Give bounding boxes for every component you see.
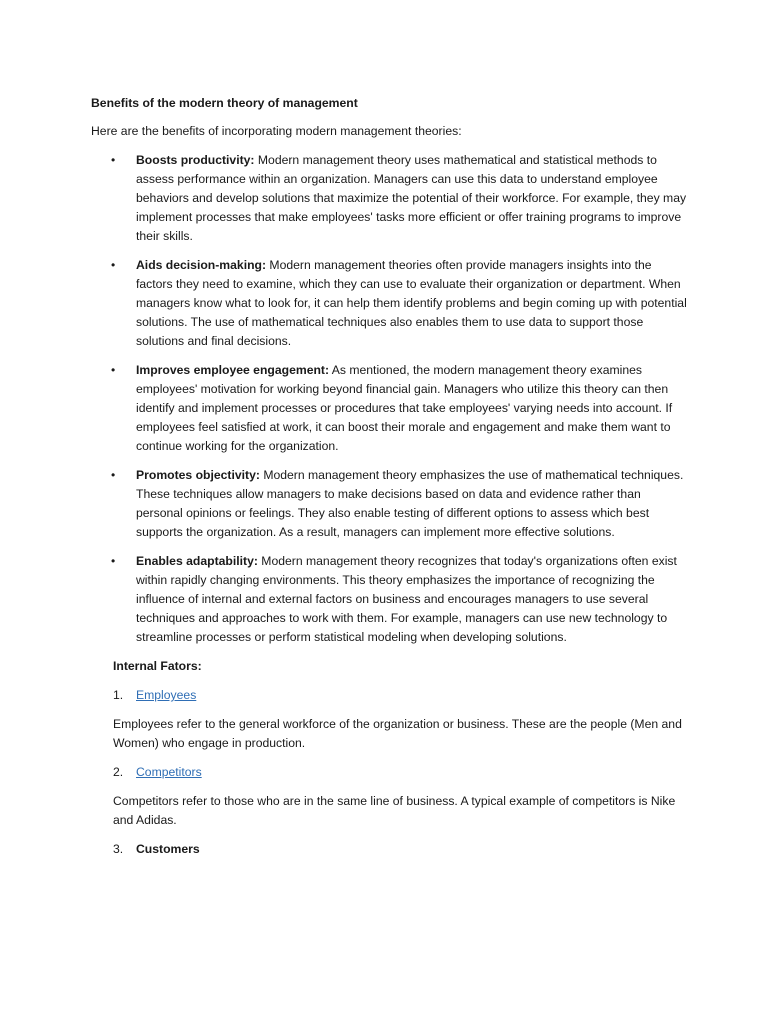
benefit-text: Modern management theory emphasizes the use of mathematical techniques. These techniques allow managers to make decisions based on data and evidence rather than personal opinions or feelings. They also enable testing of different options to assess which best supports the organization. As a result, managers can implement more effective solutions. (136, 468, 684, 539)
benefit-term: Improves employee engagement: (136, 363, 330, 377)
internal-factors-heading: Internal Fators: (113, 659, 202, 673)
list-item (91, 256, 688, 351)
employees-description: Employees refer to the general workforce of the organization or business. These are the people (Men and Women) who engage in production. (113, 717, 682, 750)
factor-item-employees (91, 686, 688, 705)
employees-link[interactable]: Employees (136, 688, 197, 702)
factor-item-customers (91, 840, 688, 859)
competitors-description: Competitors refer to those who are in the same line of business. A typical example of competitors is Nike and Adidas. (113, 794, 676, 827)
bullet-icon: • (111, 554, 116, 568)
intro-paragraph: Here are the benefits of incorporating modern management theories: (91, 124, 462, 138)
bullet-icon: • (111, 363, 116, 377)
factor-number: 3. (113, 842, 124, 856)
customers-title: Customers (136, 842, 200, 856)
benefit-text: Modern management theory recognizes that today's organizations often exist within rapidly changing environments. This theory emphasizes the importance of recognizing the influence of internal and external factors on business and encourages managers to use several techniques and approaches to work with them. For example, managers can use new technology to streamline processes or perform statistical modeling when developing solutions. (136, 554, 677, 644)
bullet-icon: • (111, 258, 116, 272)
benefit-term: Boosts productivity: (136, 153, 255, 167)
benefit-term: Enables adaptability: (136, 554, 258, 568)
benefit-term: Aids decision-making: (136, 258, 267, 272)
factor-number: 2. (113, 765, 124, 779)
benefit-text: Modern management theory uses mathematical and statistical methods to assess performance within an organization. Managers can use this data to understand employee behaviors and develop solutions that maximize the potential of their workforce. For example, they may implement processes that make employees' tasks more efficient or offer training programs to improve their skills. (136, 153, 687, 243)
benefit-text: As mentioned, the modern management theory examines employees' motivation for working beyond financial gain. Managers who utilize this theory can then identify and implement processes or procedures that take employees' varying needs into account. If employees feel satisfied at work, it can boost their morale and engagement and make them want to continue working for the organization. (136, 363, 673, 453)
bullet-icon: • (111, 153, 116, 167)
benefit-text: Modern management theories often provide managers insights into the factors they need to examine, which they can use to evaluate their organization or department. When managers know what to look for, it can help them identify problems and begin coming up with potential solutions. The use of mathematical techniques also enables them to use data to support those solutions and final decisions. (136, 258, 687, 348)
document-heading: Benefits of the modern theory of management (91, 96, 358, 110)
competitors-link[interactable]: Competitors (136, 765, 202, 779)
factor-item-competitors (91, 763, 688, 782)
list-item (91, 466, 688, 542)
list-item (91, 361, 688, 456)
bullet-icon: • (111, 468, 116, 482)
factor-number: 1. (113, 688, 124, 702)
benefits-list (91, 151, 688, 647)
benefit-term: Promotes objectivity: (136, 468, 260, 482)
list-item (91, 552, 688, 647)
list-item (91, 151, 688, 246)
